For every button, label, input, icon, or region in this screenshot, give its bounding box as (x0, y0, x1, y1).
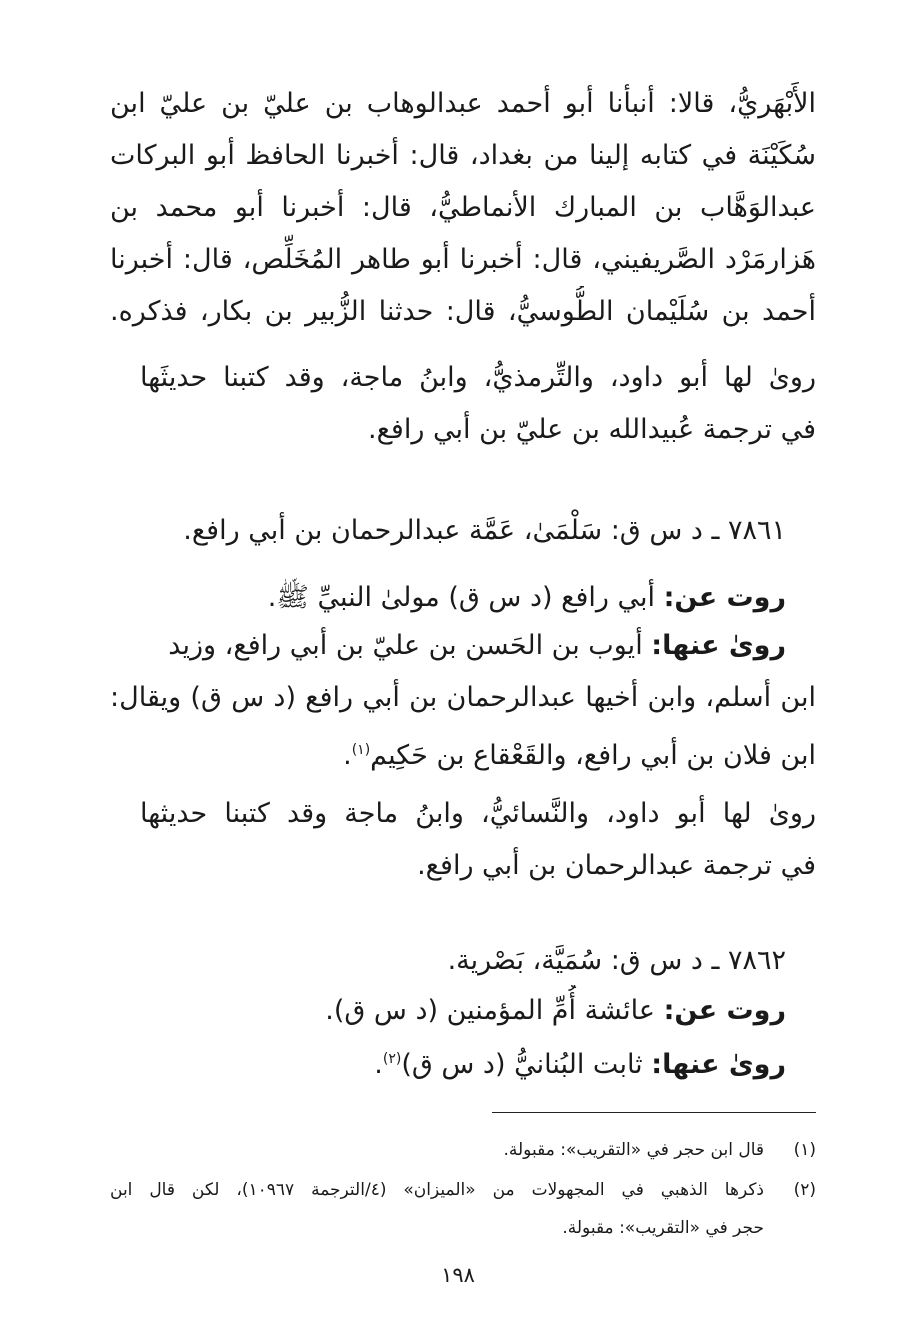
rawat-an-text: عائشة أُمِّ المؤمنين (د س ق). (325, 995, 655, 1026)
paragraph-line (110, 788, 816, 840)
rawa-anha-line (110, 620, 786, 672)
footnote-ref[interactable]: (٢) (382, 1051, 402, 1067)
rawat-an-label: روت عن: (663, 582, 786, 613)
footnote-ref[interactable]: (١) (351, 742, 371, 758)
footnote-separator (492, 1112, 816, 1113)
paragraph-line-text: رویٰ لها أبو داود، والتِّرمذيُّ، وابنُ ماجة، وقد كتبنا حديثَها (140, 362, 816, 393)
paragraph-line: هَزارمَرْد الصَّريفيني، قال: أخبرنا أبو طاهر المُخَلِّص، قال: أخبرنا (110, 244, 816, 275)
paragraph-line (110, 352, 816, 404)
paragraph-line: عبدالوَهَّاب بن المبارك الأنماطيُّ، قال: أخبرنا أبو محمد بن (110, 192, 816, 223)
rawa-anha-text: أيوب بن الحَسن بن عليّ بن أبي رافع، وزيد (168, 630, 643, 661)
paragraph-line: في ترجمة عُبيدالله بن عليّ بن أبي رافع. (367, 414, 816, 445)
footnote-text: قال ابن حجر في «التقريب»: مقبولة. (503, 1140, 764, 1160)
rawat-an-line (110, 985, 786, 1037)
entry-heading: ٧٨٦٢ ـ د س ق: سُمَيَّة، بَصْرية. (447, 945, 786, 976)
footnote-number: (١) (793, 1140, 816, 1160)
footnote (0, 1173, 916, 1207)
rawat-an-label: روت عن: (663, 995, 786, 1026)
entry-heading: ٧٨٦١ ـ د س ق: سَلْمَىٰ، عَمَّة عبدالرحمان بن أبي رافع. (183, 515, 786, 546)
rawa-anha-text: ثابت البُنانيُّ (د س ق) (401, 1049, 643, 1080)
footnote-continuation (0, 1211, 916, 1245)
rawa-anha-label: روىٰ عنها: (651, 1049, 786, 1080)
footnote-text: حجر في «التقريب»: مقبولة. (562, 1218, 764, 1238)
footnote (0, 1133, 916, 1167)
footnote-number: (٢) (793, 1180, 816, 1200)
rawa-anha-continuation (110, 724, 816, 776)
paragraph-line: أحمد بن سُلَيْمان الطُّوسيُّ، قال: حدثنا الزُّبير بن بكار، فذكره. (110, 296, 816, 327)
paragraph-line: سُكَيْنَة في كتابه إلينا من بغداد، قال: أخبرنا الحافظ أبو البركات (110, 140, 816, 171)
rawa-anha-continuation: ابن أسلم، وابن أخيها عبدالرحمان بن أبي رافع (د س ق) ويقال: (110, 682, 816, 713)
sentence-end: . (343, 740, 352, 771)
paragraph-line: في ترجمة عبدالرحمان بن أبي رافع. (417, 850, 816, 881)
rawa-anha-text: ابن فلان بن أبي رافع، والقَعْقاع بن حَكِيم (370, 740, 816, 771)
rawat-an-text: أبي رافع (د س ق) مولىٰ النبيِّ ﷺ. (267, 582, 655, 613)
paragraph-line: الأَبْهَريُّ، قالا: أنبأنا أبو أحمد عبدالوهاب بن عليّ بن عليّ ابن (110, 88, 816, 119)
paragraph-line-text: رویٰ لها أبو داود، والنَّسائيُّ، وابنُ ماجة وقد كتبنا حديثها (140, 798, 816, 829)
rawat-an-line (110, 572, 786, 624)
page-number: ١٩٨ (441, 1263, 475, 1287)
footnote-text: ذكرها الذهبي في المجهولات من «الميزان» (٤/الترجمة ١٠٩٦٧)، لكن قال ابن (110, 1180, 764, 1200)
rawa-anha-line (110, 1033, 786, 1085)
rawa-anha-label: روىٰ عنها: (651, 630, 786, 661)
sentence-end: . (374, 1049, 383, 1080)
